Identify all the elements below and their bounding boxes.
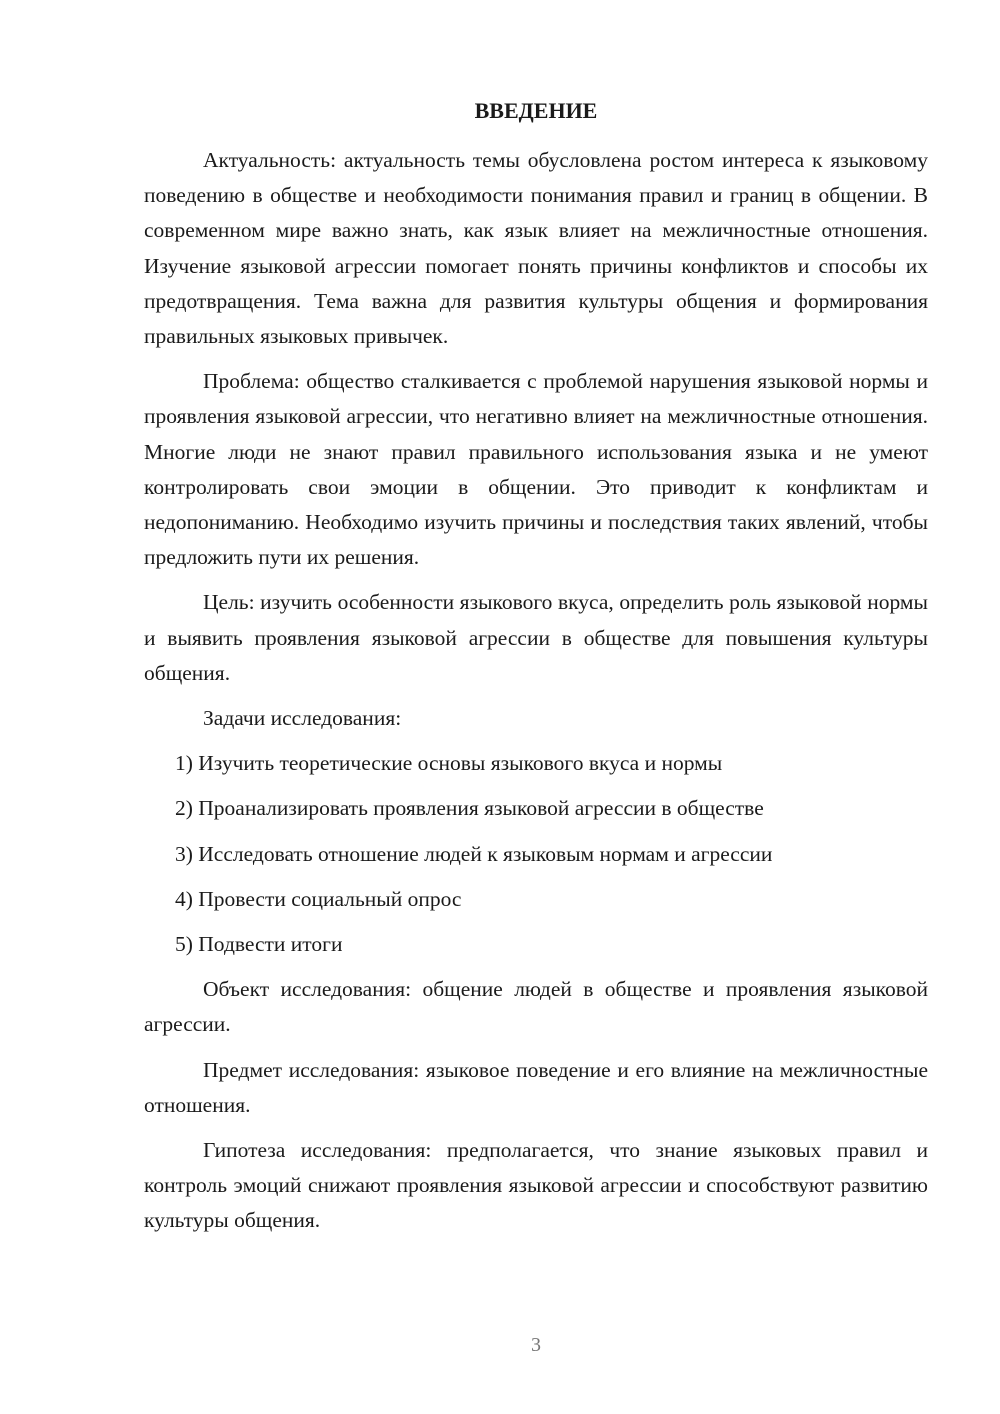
list-item: 1) Изучить теоретические основы языкового вкуса и нормы — [175, 751, 723, 776]
list-item: 2) Проанализировать проявления языковой агрессии в обществе — [175, 796, 764, 821]
object-paragraph: Объект исследования: общение людей в обществе и проявления языковой агрессии. — [144, 977, 928, 1037]
subject-paragraph: Предмет исследования: языковое поведение и его влияние на межличностные отношения. — [144, 1057, 928, 1117]
tasks-heading: Задачи исследования: — [203, 706, 402, 731]
relevance-paragraph: Актуальность: актуальность темы обусловлена ростом интереса к языковому поведению в обществе и необходимости понимания правил и границ в общении. В современном мире важно знать, как язык влияет на межличностные отношения. Изучение языковой агрессии помогает понять причины конфликтов и способы их предотвращения. Тема важна для развития культуры общения и формирования правильных языковых привычек. — [144, 148, 928, 349]
goal-paragraph: Цель: изучить особенности языкового вкуса, определить роль языковой нормы и выявить проявления языковой агрессии в обществе для повышения культуры общения. — [144, 590, 928, 685]
document-body — [144, 143, 928, 1249]
problem-paragraph: Проблема: общество сталкивается с проблемой нарушения языковой нормы и проявления языковой агрессии, что негативно влияет на межличностные отношения. Многие люди не знают правил правильного использования языка и не умеют контролировать свои эмоции в общении. Это приводит к конфликтам и недопониманию. Необходимо изучить причины и последствия таких явлений, чтобы предложить пути их решения. — [144, 369, 928, 570]
hypothesis-paragraph: Гипотеза исследования: предполагается, что знание языковых правил и контроль эмоций снижают проявления языковой агрессии и способствуют развитию культуры общения. — [144, 1138, 928, 1233]
tasks-list — [144, 746, 928, 962]
list-item: 3) Исследовать отношение людей к языковым нормам и агрессии — [175, 841, 773, 866]
list-item: 4) Провести социальный опрос — [175, 886, 462, 911]
page-title: ВВЕДЕНИЕ — [474, 98, 598, 123]
list-item: 5) Подвести итоги — [175, 932, 343, 957]
page-number: 3 — [531, 1334, 541, 1356]
